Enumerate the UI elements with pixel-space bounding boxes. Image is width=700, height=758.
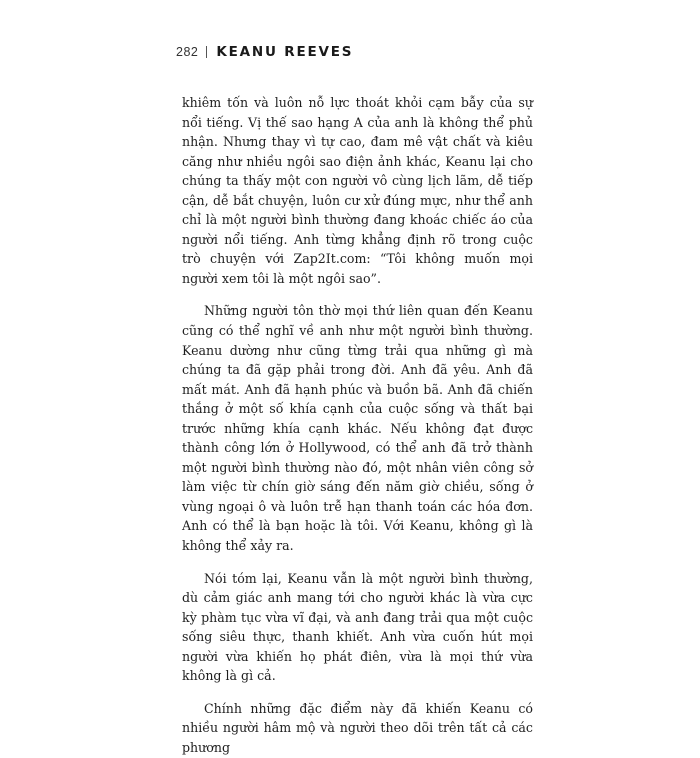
body-text xyxy=(182,93,533,758)
header-divider xyxy=(206,46,207,58)
page-header xyxy=(176,42,353,62)
paragraph-continued: khiêm tốn và luôn nỗ lực thoát khỏi cạm bẫy của sự nổi tiếng. Vị thế sao hạng A của anh là không thể phủ nhận. Nhưng thay vì tự cao, đam mê vật chất và kiêu căng như nhiều ngôi sao điện ảnh khác, Keanu lại cho chúng ta thấy một con người vô cùng lịch lãm, dễ tiếp cận, dễ bắt chuyện, luôn cư xử đúng mực, như thể anh chỉ là một người bình thường đang khoác chiếc áo của người nổi tiếng. Anh từng khẳng định rõ trong cuộc trò chuyện với Zap2It.com: “Tôi không muốn mọi người xem tôi là một ngôi sao”. xyxy=(182,95,533,286)
page-number: 282 xyxy=(176,45,199,59)
running-title: KEANU REEVES xyxy=(216,44,354,60)
paragraph: Chính những đặc điểm này đã khiến Keanu có nhiều người hâm mộ và người theo dõi trên tất cả các phương xyxy=(182,700,533,755)
paragraph: Những người tôn thờ mọi thứ liên quan đến Keanu cũng có thể nghĩ về anh như một người bình thường. Keanu dường như cũng từng trải qua những gì mà chúng ta đã gặp phải trong đời. Anh đã yêu. Anh đã mất mát. Anh đã hạnh phúc và buồn bã. Anh đã chiến thắng ở một số khía cạnh của cuộc sống và thất bại trước những khía cạnh khác. Nếu không đạt được thành công lớn ở Hollywood, có thể anh đã trở thành một người bình thường nào đó, một nhân viên công sở làm việc từ chín giờ sáng đến năm giờ chiều, sống ở vùng ngoại ô và luôn trễ hạn thanh toán các hóa đơn. Anh có thể là bạn hoặc là tôi. Với Keanu, không gì là không thể xảy ra. xyxy=(182,303,533,554)
paragraph: Nói tóm lại, Keanu vẫn là một người bình thường, dù cảm giác anh mang tới cho người khác là vừa cực kỳ phàm tục vừa vĩ đại, và anh đang trải qua một cuộc sống siêu thực, thanh khiết. Anh vừa cuốn hút mọi người vừa khiến họ phát điên, vừa là mọi thứ vừa không là gì cả. xyxy=(182,570,533,684)
